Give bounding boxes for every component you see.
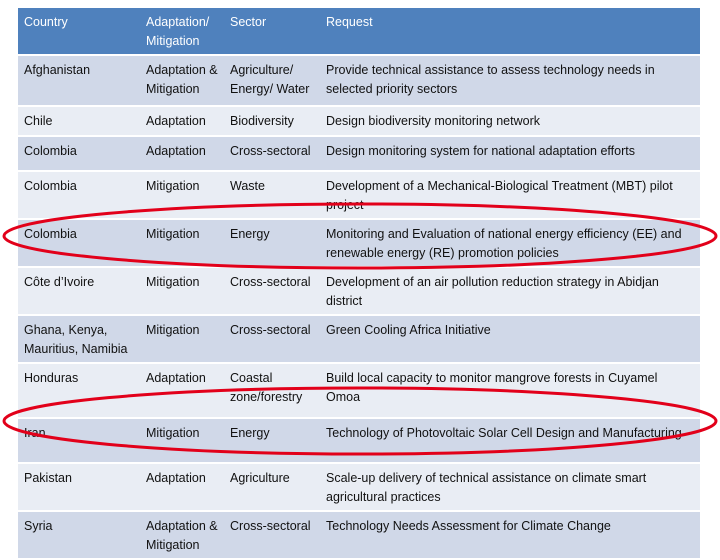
table-header [18,8,700,55]
cell-type: Adaptation [140,106,224,136]
cell-type: Adaptation [140,463,224,511]
cell-sector: Cross-sectoral [224,267,320,315]
cell-country: Chile [18,106,140,136]
table-row-highlighted [18,219,700,267]
cell-sector: Agriculture [224,463,320,511]
cell-type: Mitigation [140,171,224,219]
cell-request: Technology Needs Assessment for Climate Change [320,511,700,559]
cell-request: Monitoring and Evaluation of national energy efficiency (EE) and renewable energy (RE) promotion policies [320,219,700,267]
cell-country: Pakistan [18,463,140,511]
table-row [18,363,700,418]
cell-request: Design biodiversity monitoring network [320,106,700,136]
cell-type: Mitigation [140,315,224,363]
table-row-highlighted [18,418,700,463]
table-row [18,106,700,136]
table-row [18,267,700,315]
cell-sector: Energy [224,219,320,267]
cell-type: Adaptation [140,136,224,171]
header-adaptation-mitigation: Adaptation/ Mitigation [140,8,224,55]
cell-request: Technology of Photovoltaic Solar Cell Design and Manufacturing [320,418,700,463]
cell-sector: Cross-sectoral [224,136,320,171]
header-country: Country [18,8,140,55]
cell-country: Colombia [18,136,140,171]
cell-country: Colombia [18,219,140,267]
table-row [18,171,700,219]
cell-request: Green Cooling Africa Initiative [320,315,700,363]
cell-type: Mitigation [140,219,224,267]
table-row [18,55,700,106]
cell-request: Development of an air pollution reduction strategy in Abidjan district [320,267,700,315]
cell-request: Build local capacity to monitor mangrove forests in Cuyamel Omoa [320,363,700,418]
cell-request: Development of a Mechanical-Biological Treatment (MBT) pilot project [320,171,700,219]
cell-country: Honduras [18,363,140,418]
cell-type: Adaptation & Mitigation [140,55,224,106]
cell-request: Provide technical assistance to assess technology needs in selected priority sectors [320,55,700,106]
cell-country: Colombia [18,171,140,219]
cell-country: Iran [18,418,140,463]
table-row [18,463,700,511]
cell-country: Côte d’Ivoire [18,267,140,315]
cell-type: Mitigation [140,267,224,315]
header-sector: Sector [224,8,320,55]
cell-country: Ghana, Kenya, Mauritius, Namibia [18,315,140,363]
cell-sector: Coastal zone/forestry [224,363,320,418]
cell-country: Afghanistan [18,55,140,106]
table-row [18,511,700,559]
cell-sector: Cross-sectoral [224,511,320,559]
cell-country: Syria [18,511,140,559]
cell-type: Adaptation & Mitigation [140,511,224,559]
cell-sector: Cross-sectoral [224,315,320,363]
cell-type: Mitigation [140,418,224,463]
table-row [18,136,700,171]
cell-type: Adaptation [140,363,224,418]
cell-sector: Biodiversity [224,106,320,136]
cell-sector: Energy [224,418,320,463]
cell-request: Scale-up delivery of technical assistance on climate smart agricultural practices [320,463,700,511]
header-row [18,8,700,55]
table-row [18,315,700,363]
cell-request: Design monitoring system for national adaptation efforts [320,136,700,171]
cell-sector: Agriculture/ Energy/ Water [224,55,320,106]
cell-sector: Waste [224,171,320,219]
table-body [18,55,700,559]
header-request: Request [320,8,700,55]
requests-table [18,8,700,560]
